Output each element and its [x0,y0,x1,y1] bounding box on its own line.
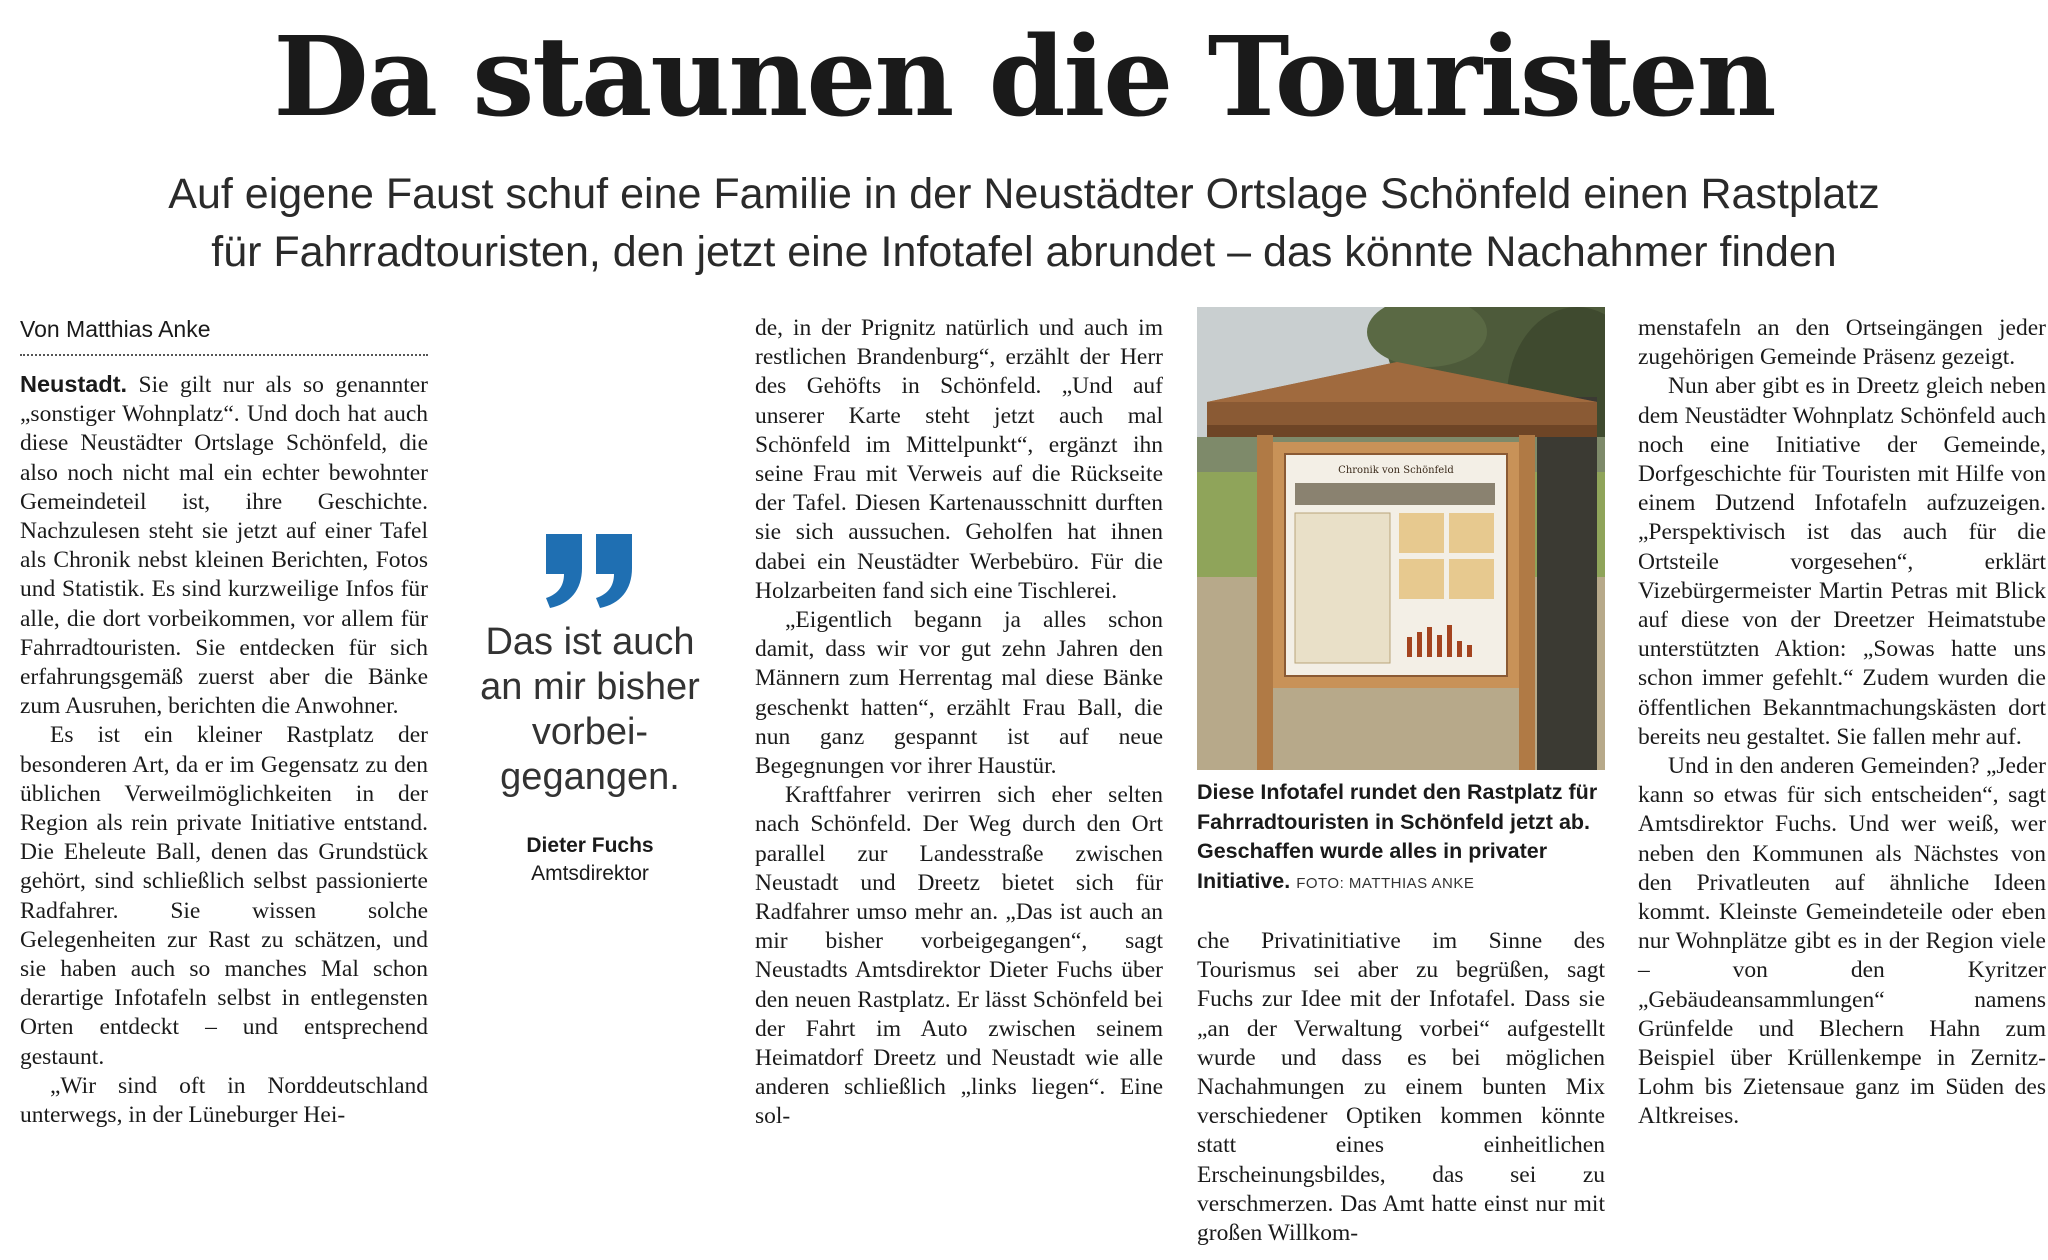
column-1 [20,314,428,1130]
quote-text: Das ist auch an mir bisher vorbei-gegangen. [480,621,700,798]
paragraph: Es ist ein kleiner Rastplatz der besonderen Art, da er im Gegensatz zu den üblichen Verweilmöglichkeiten in der Region als rein private Initiative entstand. Die Eheleute Ball, denen das Grundstück gehört, sind schließlich selbst passionierte Radfahrer. Sie wissen solche Gelegenheiten zur Rast zu schätzen, und sie haben auch so manches Mal schon derartige Infotafeln selbst in entlegensten Orten entdeckt – und entsprechend gestaunt. [20,722,428,1070]
column-3 [755,314,1163,1132]
column-4 [1197,927,1605,1248]
byline: Von Matthias Anke [20,314,428,356]
paragraph: „Wir sind oft in Norddeutschland unterwegs, in der Lüneburger Hei- [20,1072,428,1129]
paragraph: Kraftfahrer verirren sich eher selten nach Schönfeld. Der Weg durch den Ort parallel zur Landesstraße zwischen Neustadt und Dreetz bietet sich für Radfahrer umso mehr an. „Das ist auch an mir bisher vorbeigegangen“, sagt Neustadts Amtsdirektor Dieter Fuchs über den neuen Rastplatz. Er lässt Schönfeld bei der Fahrt im Auto zwischen seinem Heimatdorf Dreetz und Neustadt wie alle anderen schließlich „links liegen“. Eine sol- [755,782,1163,1130]
paragraph: che Privatinitiative im Sinne des Tourismus sei aber zu begrüßen, sagt Fuchs zur Idee mit der Infotafel. Dass sie „an der Verwaltung vorbei“ aufgestellt wurde und dass es bei möglichen Nachahmungen zu einem bunten Mix verschiedener Optiken kommen könnte statt eines einheitlichen Erscheinungsbildes, das sei zu verschmerzen. Das Amt hatte einst nur mit großen Willkom- [1197,928,1605,1247]
paragraph: Nun aber gibt es in Dreetz gleich neben dem Neustädter Wohnplatz Schönfeld auch noch eine Initiative der Gemeinde, Dorfgeschichte für Touristen mit Hilfe von einem Dutzend Infotafeln aufzuzeigen. „Perspektivisch ist das auch für die Ortsteile vorgesehen“, erklärt Vizebürgermeister Martin Petras mit Blick auf diese von der Dreetzer Heimatstube unterstützten Aktion: „Sowas hatte uns schon immer gefehlt.“ Zudem wurden die öffentlichen Bekanntmachungskästen dort bereits neu gestaltet. Sie fallen mehr auf. [1638,373,2046,750]
infoboard-photo [1197,307,1605,770]
paragraph: Und in den anderen Gemeinden? „Jeder kann so etwas für sich entscheiden“, sagt Amtsdirektor Fuchs. Und wer weiß, wer neben den Kommunen als Nächstes von den Privatleuten auf ähnliche Ideen kommt. Kleinste Gemeindeteile oder eben nur Wohnplätze gibt es in der Region viele – von den Kyritzer „Gebäudeansammlungen“ namens Grünfelde und Blechern Hahn zum Beispiel über Krüllenkempe in Zernitz-Lohm bis Zietensaue ganz im Süden des Altkreises. [1638,753,2046,1130]
deck-line-2: für Fahrradtouristen, den jetzt eine Infotafel abrundet – das könnte Nachahmer finden [211,228,1837,276]
paragraph: menstafeln an den Ortseingängen jeder zugehörigen Gemeinde Präsenz gezeigt. [1638,315,2046,371]
caption-text: Diese Infotafel rundet den Rastplatz für Fahrradtouristen in Schönfeld jetzt ab. Geschaffen wurde alles in privater Initiative. [1197,780,1598,893]
board-title: Chronik von Schönfeld [1338,465,1454,476]
deck-line-1: Auf eigene Faust schuf eine Familie in der Neustädter Ortslage Schönfeld einen Rastplatz [168,170,1880,218]
column-5 [1638,314,2046,1132]
deck [40,165,2008,281]
dateline: Neustadt. [20,371,128,397]
paragraph: „Eigentlich begann ja alles schon damit, dass wir vor gut zehn Jahren den Männern zum Herrentag mal diese Bänke geschenkt hatten“, erzählt Frau Ball, die nun ganz gespannt ist auf neue Begegnungen vor ihrer Haustür. [755,607,1163,780]
quote-name: Dieter Fuchs [526,834,654,857]
paragraph [20,370,428,721]
photo-caption [1197,778,1605,898]
photo-credit: FOTO: MATTHIAS ANKE [1296,874,1475,892]
article-photo [1197,307,1605,770]
headline: Da staunen die Touristen [273,12,1775,141]
quote-role: Amtsdirektor [531,862,649,885]
quote-mark-icon [540,530,640,610]
paragraph-text: Sie gilt nur als so genannter „sonstiger Wohnplatz“. Und doch hat auch diese Neustädter Ortslage Schönfeld, die also noch nicht mal ein echter bewohnter Gemeindeteil ist, ihre Geschichte. Nachzulesen steht sie jetzt auf einer Tafel als Chronik nebst kleinen Berichten, Fotos und Statistik. Es sind kurzweilige Infos für alle, die dort vorbeikommen, vor allem für Fahrradtouristen. Sie entdecken für sich erfahrungsgemäß zuerst aber die Bänke zum Ausruhen, berichten die Anwohner. [20,372,429,720]
paragraph: de, in der Prignitz natürlich und auch im restlichen Brandenburg“, erzählt der Herr des Gehöfts in Schönfeld. „Und auf unserer Karte steht jetzt auch mal Schönfeld im Mittelpunkt“, ergänzt ihn seine Frau mit Verweis auf die Rückseite der Tafel. Diesen Kartenausschnitt durften sie sich aussuchen. Geholfen hat ihnen dabei ein Neustädter Werbebüro. Für die Holzarbeiten fand sich eine Tischlerei. [755,315,1163,604]
pull-quote [460,530,720,886]
